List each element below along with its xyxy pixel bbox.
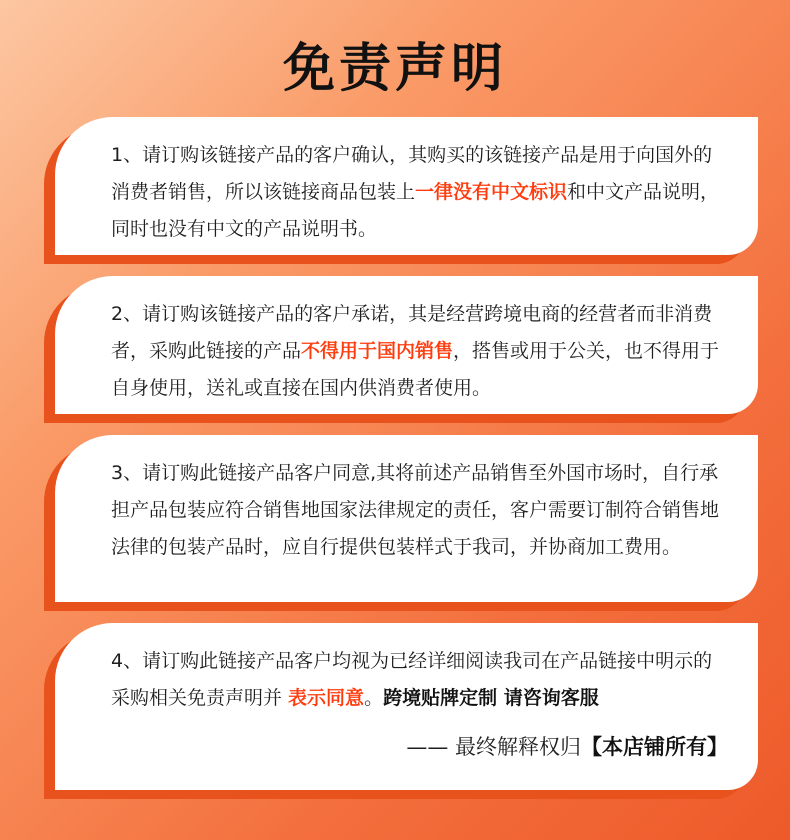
custom-label-contact-note: 跨境贴牌定制 请咨询客服 [383,687,599,709]
page-title: 免责声明 [282,39,507,99]
card-panel [55,276,758,414]
highlight-no-chinese-label: 一律没有中文标识 [415,181,568,203]
disclaimer-text-2: 2、请订购该链接产品的客户承诺，其是经营跨境电商的经营者而非消费者，采购此链接的产品不得用于国内销售，搭售或用于公关，也不得用于自身使用，送礼或直接在国内供消费者使用。 [111,303,720,399]
disclaimer-text-3: 3、请订购此链接产品客户同意,其将前述产品销售至外国市场时，自行承担产品包装应符合销售地国家法律规定的责任，客户需要订制符合销售地法律的包装产品时，应自行提供包装样式于我司，并协商加工费用。 [111,462,720,558]
store-owner-label: 【本店铺所有】 [581,735,728,759]
disclaimer-text-4: 4、请订购此链接产品客户均视为已经详细阅读我司在产品链接中明示的采购相关免责声明并 表示同意。跨境贴牌定制 请咨询客服 [111,650,713,709]
disclaimer-card-2 [44,276,758,414]
card-panel [55,117,758,255]
final-interpretation-signature: —— 最终解释权归【本店铺所有】 [406,735,728,759]
disclaimer-card-1 [44,117,758,255]
card-panel [55,435,758,602]
highlight-agree: 表示同意 [288,687,365,709]
disclaimer-text-1: 1、请订购该链接产品的客户确认，其购买的该链接产品是用于向国外的消费者销售，所以该链接商品包装上一律没有中文标识和中文产品说明，同时也没有中文的产品说明书。 [111,144,720,240]
disclaimer-card-4 [44,623,758,790]
disclaimer-card-3 [44,435,758,602]
card-panel [55,623,758,790]
highlight-not-for-domestic-sale: 不得用于国内销售 [301,340,454,362]
